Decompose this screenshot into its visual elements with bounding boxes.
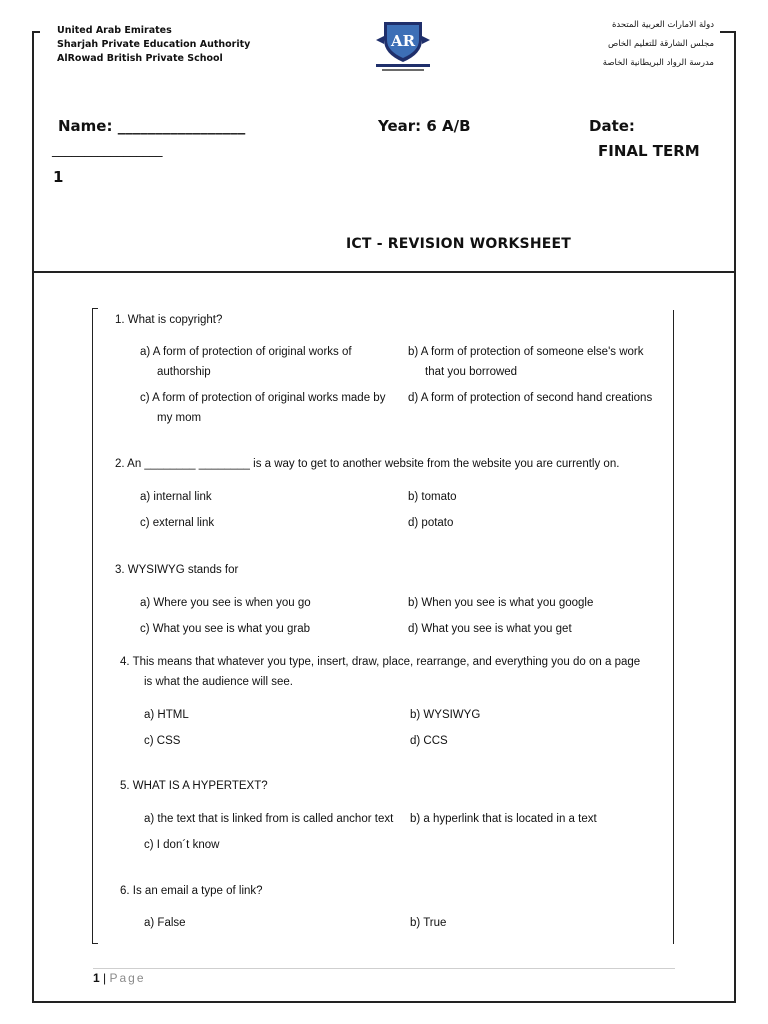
date-line: _________________ xyxy=(52,143,163,158)
frame-bottom xyxy=(32,1001,736,1003)
name-field: Name: _________________ xyxy=(58,117,246,135)
q4-option-c: c) CSS xyxy=(144,735,181,747)
school-info-arabic xyxy=(603,16,714,73)
question-4: 4. This means that whatever you type, insert, draw, place, rearrange, and everything you do on a page xyxy=(120,656,641,668)
page-footer xyxy=(93,971,146,985)
q4-option-b: b) WYSIWYG xyxy=(410,709,481,721)
q2-option-b: b) tomato xyxy=(408,491,457,503)
q1-option-a-cont: authorship xyxy=(157,366,211,378)
question-6: 6. Is an email a type of link? xyxy=(120,885,263,897)
question-4-cont: is what the audience will see. xyxy=(144,676,293,688)
question-3: 3. WYSIWYG stands for xyxy=(115,564,239,576)
q3-option-c: c) What you see is what you grab xyxy=(140,623,311,635)
authority-line-ar: مجلس الشارقة للتعليم الخاص xyxy=(607,39,714,49)
q3-option-a: a) Where you see is when you go xyxy=(140,597,311,609)
country-line-ar: دولة الامارات العربية المتحدة xyxy=(611,20,714,30)
question-5: 5. WHAT IS A HYPERTEXT? xyxy=(120,780,268,792)
q1-option-c: c) A form of protection of original works made by xyxy=(140,392,386,404)
frame-left xyxy=(32,31,34,1003)
country-line: United Arab Emirates xyxy=(57,25,172,36)
q1-option-c-cont: my mom xyxy=(157,412,202,424)
q1-option-a: a) A form of protection of original works of xyxy=(140,346,352,358)
q6-option-a: a) False xyxy=(144,917,186,929)
questions-bracket-left xyxy=(92,308,93,944)
frame-right xyxy=(734,31,736,1003)
final-term-label: FINAL TERM xyxy=(598,142,700,160)
questions-bracket-top xyxy=(92,308,98,309)
school-info-english xyxy=(57,24,250,66)
q1-option-b-cont: that you borrowed xyxy=(425,366,518,378)
authority-line: Sharjah Private Education Authority xyxy=(57,39,251,50)
q1-option-b: b) A form of protection of someone else's work xyxy=(408,346,644,358)
logo-text: AR xyxy=(390,32,416,50)
questions-bracket-bottom xyxy=(92,943,98,944)
page-number: 1 xyxy=(93,971,100,985)
page-separator: | xyxy=(103,971,107,985)
q1-option-d: d) A form of protection of second hand creations xyxy=(408,392,653,404)
q5-option-b: b) a hyperlink that is located in a text xyxy=(410,813,597,825)
school-line: AlRowad British Private School xyxy=(57,53,223,64)
page-label: Page xyxy=(109,971,146,985)
question-2: 2. An ________ ________ is a way to get to another website from the website you are currently on. xyxy=(115,458,620,470)
q4-option-d: d) CCS xyxy=(410,735,448,747)
questions-bracket-right xyxy=(673,310,674,944)
school-logo xyxy=(368,18,438,74)
school-line-ar: مدرسة الرواد البريطانية الخاصة xyxy=(602,58,714,68)
worksheet-title: ICT - REVISION WORKSHEET xyxy=(346,236,572,252)
q2-option-a: a) internal link xyxy=(140,491,212,503)
footer-rule xyxy=(93,968,675,969)
number-label: 1 xyxy=(53,168,64,186)
q5-option-c: c) I don´t know xyxy=(144,839,220,851)
year-field: Year: 6 A/B xyxy=(378,117,471,135)
q6-option-b: b) True xyxy=(410,917,447,929)
q2-option-c: c) external link xyxy=(140,517,215,529)
question-1: 1. What is copyright? xyxy=(115,314,223,326)
date-field: Date: xyxy=(589,117,635,135)
q2-option-d: d) potato xyxy=(408,517,454,529)
q4-option-a: a) HTML xyxy=(144,709,189,721)
q3-option-d: d) What you see is what you get xyxy=(408,623,572,635)
header-divider xyxy=(32,271,736,273)
q3-option-b: b) When you see is what you google xyxy=(408,597,594,609)
q5-option-a: a) the text that is linked from is called anchor text xyxy=(144,813,394,825)
